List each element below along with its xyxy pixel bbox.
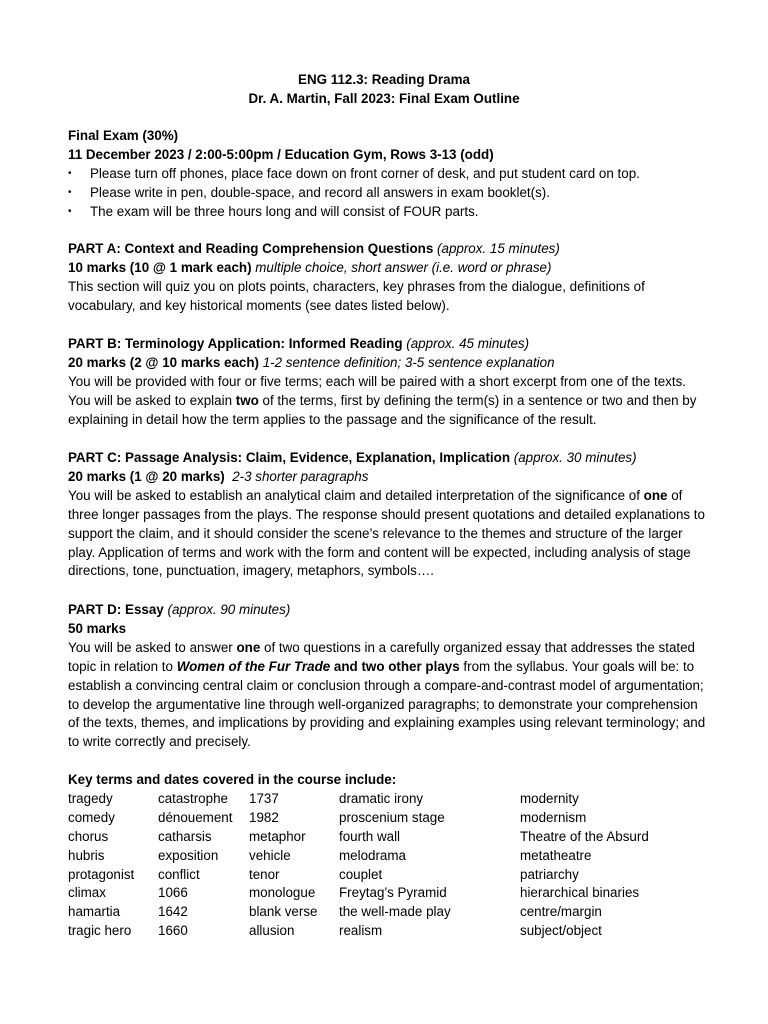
term: realism bbox=[339, 923, 383, 939]
key-terms-grid bbox=[68, 790, 708, 950]
part-d-emphasis: one bbox=[236, 639, 261, 655]
document-subtitle: Dr. A. Martin, Fall 2023: Final Exam Outline bbox=[248, 90, 520, 106]
part-c-text: You will be asked to establish an analytical claim and detailed interpretation of the significance of bbox=[68, 487, 644, 503]
part-b-description bbox=[68, 373, 708, 430]
term: 1660 bbox=[158, 923, 188, 939]
term: proscenium stage bbox=[339, 809, 445, 825]
list-item: • Please write in pen, double-space, and record all answers in exam booklet(s). bbox=[68, 184, 708, 203]
part-b-marks: 20 marks (2 @ 10 marks each) bbox=[68, 354, 259, 370]
term: patriarchy bbox=[520, 866, 579, 882]
part-d-section bbox=[68, 601, 708, 752]
part-a-description: This section will quiz you on plots points, characters, key phrases from the dialogue, definitions of vocabulary, and key historical moments (see dates listed below). bbox=[68, 278, 645, 313]
part-d-emphasis: and two other plays bbox=[330, 658, 460, 674]
part-c-section bbox=[68, 449, 708, 581]
term: vehicle bbox=[249, 847, 291, 863]
part-a-time: (approx. 15 minutes) bbox=[437, 241, 560, 256]
term: 1737 bbox=[249, 791, 279, 806]
part-d-time: (approx. 90 minutes) bbox=[167, 602, 291, 617]
term: protagonist bbox=[68, 866, 135, 882]
part-d-description bbox=[68, 639, 708, 752]
term: dramatic irony bbox=[339, 791, 424, 806]
key-terms-title: Key terms and dates covered in the course include: bbox=[68, 772, 397, 787]
term: comedy bbox=[68, 809, 115, 825]
term: catastrophe bbox=[158, 791, 228, 806]
term: hubris bbox=[68, 847, 105, 863]
term: tragic hero bbox=[68, 923, 132, 939]
list-item: • The exam will be three hours long and will consist of FOUR parts. bbox=[68, 203, 708, 222]
terms-column-1 bbox=[68, 790, 134, 941]
term: Freytag’s Pyramid bbox=[339, 885, 447, 901]
term: centre/margin bbox=[520, 904, 602, 920]
term: modernity bbox=[520, 791, 579, 806]
part-a-title: PART A: Context and Reading Comprehension Questions bbox=[68, 241, 434, 256]
term: Theatre of the Absurd bbox=[520, 828, 649, 844]
part-b-format: 1-2 sentence definition; 3-5 sentence explanation bbox=[262, 354, 555, 370]
term: exposition bbox=[158, 847, 219, 863]
term: subject/object bbox=[520, 923, 602, 939]
part-d-play-title: Women of the Fur Trade bbox=[176, 658, 331, 674]
part-d-text: You will be asked to answer bbox=[68, 639, 237, 655]
term: blank verse bbox=[249, 904, 318, 920]
course-title: ENG 112.3: Reading Drama bbox=[298, 72, 470, 87]
term: hierarchical binaries bbox=[520, 885, 640, 901]
terms-column-5 bbox=[520, 790, 649, 941]
term: 1982 bbox=[249, 809, 279, 825]
terms-column-3 bbox=[249, 790, 317, 941]
term: conflict bbox=[158, 866, 200, 882]
term: fourth wall bbox=[339, 828, 401, 844]
term: monologue bbox=[249, 885, 316, 901]
part-a-section bbox=[68, 240, 708, 316]
part-c-description bbox=[68, 487, 708, 582]
part-d-text: from the syllabus. Your goals will be: to establish a convincing central claim or conclusion through a compare-and-contrast model of argumentation; to develop the argumentative line through well-organized paragraphs; to demonstrate your comprehension of the texts, themes, and implications by providing and explaining examples using relevant terminology; and to write correctly and precisely. bbox=[68, 658, 706, 750]
document-header bbox=[0, 71, 768, 109]
term: catharsis bbox=[158, 828, 212, 844]
term: metaphor bbox=[249, 828, 306, 844]
key-terms-heading bbox=[68, 771, 708, 790]
final-exam-heading: Final Exam (30%) bbox=[68, 128, 179, 143]
part-b-text: of the terms, first by defining the term(s) in a sentence or two and then by explaining in detail how the term applies to the passage and the significance of the result. bbox=[68, 392, 697, 427]
term: the well-made play bbox=[339, 904, 451, 920]
term: allusion bbox=[249, 923, 295, 939]
part-b-emphasis: two bbox=[235, 392, 259, 408]
part-d-marks: 50 marks bbox=[68, 620, 127, 636]
term: tragedy bbox=[68, 791, 113, 806]
list-item: • Please turn off phones, place face down on front corner of desk, and put student card on top. bbox=[68, 165, 708, 184]
term: 1066 bbox=[158, 885, 188, 901]
part-d-title: PART D: Essay bbox=[68, 602, 164, 617]
part-b-time: (approx. 45 minutes) bbox=[406, 336, 530, 351]
part-c-text: of three longer passages from the plays. The response should present quotations and detailed explanations to support the claim, and it should consider the scene’s relevance to the themes and structure of the larger play. Application of terms and work with the form and content will be expected, including analysis of stage directions, tone, punctuation, imagery, metaphors, symbols…. bbox=[68, 487, 705, 579]
final-exam-section bbox=[68, 127, 708, 222]
term: 1642 bbox=[158, 904, 188, 920]
exam-date-location: 11 December 2023 / 2:00-5:00pm / Education Gym, Rows 3-13 (odd) bbox=[68, 146, 494, 162]
term: tenor bbox=[249, 866, 280, 882]
term: chorus bbox=[68, 828, 109, 844]
terms-column-2 bbox=[158, 790, 232, 941]
part-a-marks: 10 marks (10 @ 1 mark each) bbox=[68, 259, 252, 275]
part-b-text: You will be provided with four or five terms; each will be paired with a short excerpt from one of the texts. You will be asked to explain bbox=[68, 373, 687, 408]
term: dénouement bbox=[158, 809, 233, 825]
part-c-marks: 20 marks (1 @ 20 marks) bbox=[68, 468, 225, 484]
term: couplet bbox=[339, 866, 383, 882]
term: melodrama bbox=[339, 847, 406, 863]
term: climax bbox=[68, 885, 106, 901]
part-c-time: (approx. 30 minutes) bbox=[513, 450, 637, 465]
part-c-title: PART C: Passage Analysis: Claim, Evidence, Explanation, Implication bbox=[68, 450, 511, 465]
part-a-format: multiple choice, short answer (i.e. word or phrase) bbox=[255, 259, 552, 275]
term: modernism bbox=[520, 809, 587, 825]
part-d-text: of two questions in a carefully organized essay that addresses the stated topic in relation to bbox=[68, 639, 696, 674]
terms-column-4 bbox=[339, 790, 451, 941]
part-c-emphasis: one bbox=[643, 487, 668, 503]
term: hamartia bbox=[68, 904, 121, 920]
part-b-title: PART B: Terminology Application: Informed Reading bbox=[68, 336, 403, 351]
term: metatheatre bbox=[520, 847, 592, 863]
part-b-section bbox=[68, 335, 708, 430]
exam-instructions-list bbox=[68, 165, 708, 222]
part-c-format: 2-3 shorter paragraphs bbox=[232, 468, 369, 484]
